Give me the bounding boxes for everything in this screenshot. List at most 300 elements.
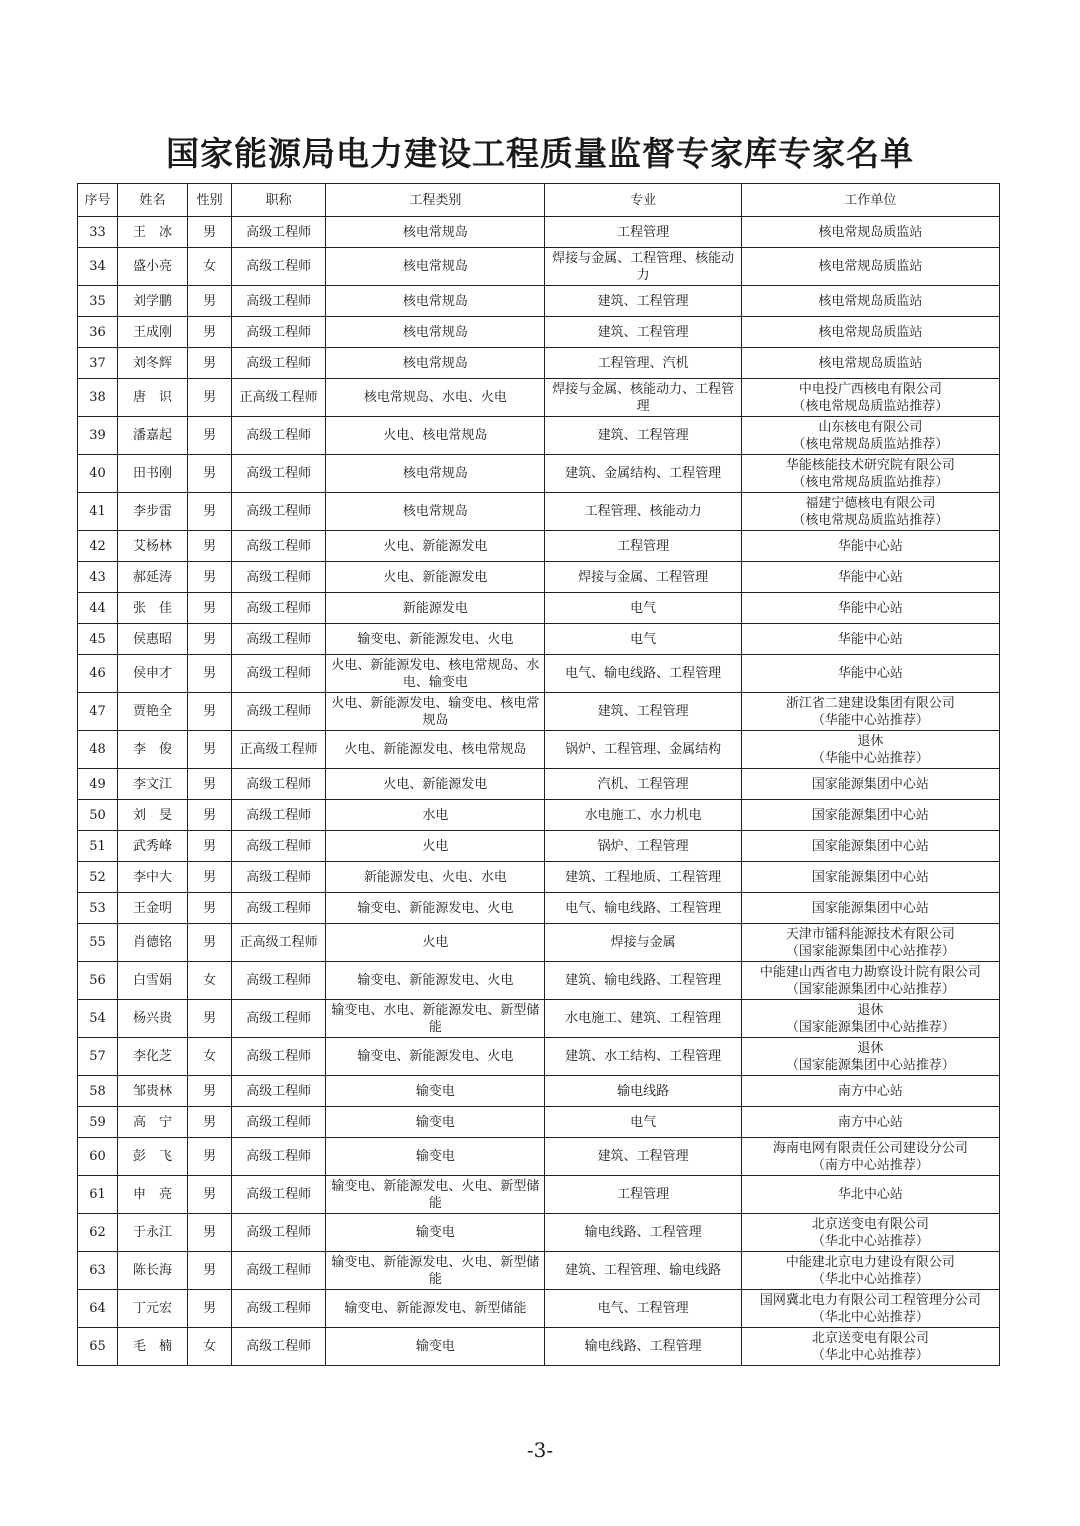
unit-line: 海南电网有限责任公司建设分公司 — [772, 1140, 968, 1156]
header-cell-category: 工程类别 — [326, 184, 545, 217]
header-cell-name: 姓名 — [118, 184, 188, 217]
cell-gender: 男 — [188, 493, 232, 531]
cell-unit — [741, 417, 999, 455]
cell-no: 52 — [78, 862, 118, 893]
header-cell-title: 职称 — [232, 184, 326, 217]
table-row — [78, 893, 1000, 924]
cell-name: 杨兴贵 — [118, 1000, 188, 1038]
header-cell-gender: 性别 — [188, 184, 232, 217]
table-row — [78, 1328, 1000, 1366]
cell-unit — [741, 217, 999, 248]
cell-no: 60 — [78, 1138, 118, 1176]
cell-title: 高级工程师 — [232, 962, 326, 1000]
cell-no: 61 — [78, 1176, 118, 1214]
cell-major: 输电线路、工程管理 — [545, 1214, 741, 1252]
table-row — [78, 286, 1000, 317]
cell-major: 输电线路、工程管理 — [545, 1328, 741, 1366]
cell-name: 盛小亮 — [118, 248, 188, 286]
cell-gender: 男 — [188, 693, 232, 731]
cell-major: 建筑、工程管理 — [545, 1138, 741, 1176]
cell-title: 高级工程师 — [232, 800, 326, 831]
cell-major: 建筑、工程地质、工程管理 — [545, 862, 741, 893]
cell-category: 火电、新能源发电、核电常规岛 — [326, 731, 545, 769]
cell-name: 艾杨林 — [118, 531, 188, 562]
cell-gender: 男 — [188, 1252, 232, 1290]
cell-gender: 男 — [188, 562, 232, 593]
unit-line: （国家能源集团中心站推荐） — [785, 981, 955, 997]
table-row — [78, 1290, 1000, 1328]
unit-line: （核电常规岛质监站推荐） — [792, 436, 949, 452]
unit-line: 国家能源集团中心站 — [811, 900, 929, 916]
table-row — [78, 962, 1000, 1000]
table-row — [78, 562, 1000, 593]
table-row — [78, 417, 1000, 455]
unit-line: 北京送变电有限公司 — [811, 1330, 929, 1346]
unit-line: 中电投广西核电有限公司 — [798, 381, 942, 397]
cell-no: 35 — [78, 286, 118, 317]
table-row — [78, 248, 1000, 286]
cell-name: 李化芝 — [118, 1038, 188, 1076]
cell-gender: 男 — [188, 800, 232, 831]
unit-line: 福建宁德核电有限公司 — [805, 495, 936, 511]
cell-name: 唐 识 — [118, 379, 188, 417]
cell-major: 建筑、水工结构、工程管理 — [545, 1038, 741, 1076]
table-row — [78, 1000, 1000, 1038]
cell-name: 彭 飞 — [118, 1138, 188, 1176]
unit-line: 华北中心站 — [837, 1187, 903, 1202]
cell-no: 43 — [78, 562, 118, 593]
cell-unit — [741, 655, 999, 693]
cell-no: 34 — [78, 248, 118, 286]
cell-category: 输变电、新能源发电、火电 — [326, 624, 545, 655]
cell-gender: 男 — [188, 655, 232, 693]
cell-unit — [741, 531, 999, 562]
cell-name: 陈长海 — [118, 1252, 188, 1290]
cell-unit — [741, 348, 999, 379]
cell-no: 54 — [78, 1000, 118, 1038]
table-row — [78, 593, 1000, 624]
cell-major: 电气 — [545, 624, 741, 655]
cell-category: 水电 — [326, 800, 545, 831]
cell-title: 高级工程师 — [232, 348, 326, 379]
cell-title: 高级工程师 — [232, 593, 326, 624]
table-row — [78, 1076, 1000, 1107]
unit-line: 华能核能技术研究院有限公司 — [785, 457, 955, 473]
cell-name: 李文江 — [118, 769, 188, 800]
cell-category: 输变电、新能源发电、新型储能 — [326, 1290, 545, 1328]
cell-title: 高级工程师 — [232, 455, 326, 493]
cell-unit — [741, 1328, 999, 1366]
table-header-row — [78, 184, 1000, 217]
cell-unit — [741, 1252, 999, 1290]
cell-no: 44 — [78, 593, 118, 624]
cell-gender: 男 — [188, 862, 232, 893]
cell-gender: 女 — [188, 962, 232, 1000]
cell-gender: 男 — [188, 417, 232, 455]
cell-no: 58 — [78, 1076, 118, 1107]
unit-line: 华能中心站 — [837, 666, 903, 681]
cell-unit — [741, 455, 999, 493]
cell-major: 汽机、工程管理 — [545, 769, 741, 800]
cell-gender: 男 — [188, 217, 232, 248]
cell-title: 高级工程师 — [232, 531, 326, 562]
cell-unit — [741, 493, 999, 531]
cell-no: 38 — [78, 379, 118, 417]
table-row — [78, 217, 1000, 248]
cell-no: 62 — [78, 1214, 118, 1252]
cell-major: 建筑、工程管理、输电线路 — [545, 1252, 741, 1290]
cell-no: 63 — [78, 1252, 118, 1290]
cell-gender: 女 — [188, 1038, 232, 1076]
cell-title: 高级工程师 — [232, 317, 326, 348]
cell-unit — [741, 248, 999, 286]
cell-major: 水电施工、建筑、工程管理 — [545, 1000, 741, 1038]
table-row — [78, 624, 1000, 655]
cell-no: 51 — [78, 831, 118, 862]
unit-line: 天津市镭科能源技术有限公司 — [785, 926, 955, 942]
cell-unit — [741, 1107, 999, 1138]
table-row — [78, 317, 1000, 348]
cell-no: 49 — [78, 769, 118, 800]
cell-category: 输变电、新能源发电、火电 — [326, 1038, 545, 1076]
cell-unit — [741, 831, 999, 862]
cell-name: 高 宁 — [118, 1107, 188, 1138]
cell-name: 侯惠昭 — [118, 624, 188, 655]
cell-title: 高级工程师 — [232, 493, 326, 531]
cell-major: 水电施工、水力机电 — [545, 800, 741, 831]
cell-no: 59 — [78, 1107, 118, 1138]
cell-gender: 男 — [188, 1076, 232, 1107]
unit-line: （国家能源集团中心站推荐） — [785, 1019, 955, 1035]
cell-major: 工程管理 — [545, 217, 741, 248]
cell-no: 36 — [78, 317, 118, 348]
cell-no: 37 — [78, 348, 118, 379]
unit-line: （核电常规岛质监站推荐） — [792, 474, 949, 490]
cell-gender: 男 — [188, 893, 232, 924]
unit-line: 华能中心站 — [837, 631, 903, 647]
cell-unit — [741, 893, 999, 924]
cell-category: 核电常规岛 — [326, 493, 545, 531]
cell-major: 工程管理 — [545, 1176, 741, 1214]
cell-name: 贾艳全 — [118, 693, 188, 731]
cell-no: 57 — [78, 1038, 118, 1076]
cell-no: 42 — [78, 531, 118, 562]
unit-line: 南方中心站 — [837, 1083, 903, 1099]
unit-line: 退休 — [857, 1002, 884, 1018]
unit-line: 国家能源集团中心站 — [811, 807, 929, 823]
cell-category: 输变电 — [326, 1107, 545, 1138]
cell-category: 核电常规岛 — [326, 348, 545, 379]
expert-table — [77, 183, 1000, 1366]
cell-major: 建筑、金属结构、工程管理 — [545, 455, 741, 493]
cell-major: 工程管理、汽机 — [545, 348, 741, 379]
table-row — [78, 1107, 1000, 1138]
cell-title: 高级工程师 — [232, 417, 326, 455]
cell-no: 65 — [78, 1328, 118, 1366]
cell-gender: 男 — [188, 624, 232, 655]
cell-unit — [741, 693, 999, 731]
cell-title: 高级工程师 — [232, 1038, 326, 1076]
cell-category: 输变电、水电、新能源发电、新型储能 — [326, 1000, 545, 1038]
cell-category: 火电、新能源发电 — [326, 531, 545, 562]
cell-category: 核电常规岛、水电、火电 — [326, 379, 545, 417]
table-row — [78, 693, 1000, 731]
unit-line: 中能建山西省电力勘察设计院有限公司 — [759, 964, 981, 980]
cell-name: 肖德铭 — [118, 924, 188, 962]
cell-title: 高级工程师 — [232, 286, 326, 317]
table-row — [78, 1176, 1000, 1214]
unit-line: 国网冀北电力有限公司工程管理分公司 — [759, 1292, 981, 1308]
cell-unit — [741, 1038, 999, 1076]
cell-title: 高级工程师 — [232, 1107, 326, 1138]
cell-unit — [741, 1000, 999, 1038]
cell-category: 新能源发电、火电、水电 — [326, 862, 545, 893]
cell-major: 建筑、工程管理 — [545, 317, 741, 348]
cell-category: 输变电 — [326, 1138, 545, 1176]
cell-major: 建筑、输电线路、工程管理 — [545, 962, 741, 1000]
cell-major: 电气、工程管理 — [545, 1290, 741, 1328]
table-row — [78, 1252, 1000, 1290]
table-row — [78, 1038, 1000, 1076]
cell-no: 48 — [78, 731, 118, 769]
cell-unit — [741, 731, 999, 769]
cell-no: 55 — [78, 924, 118, 962]
cell-category: 输变电、新能源发电、火电 — [326, 893, 545, 924]
table-row — [78, 831, 1000, 862]
unit-line: （核电常规岛质监站推荐） — [792, 398, 949, 414]
cell-major: 锅炉、工程管理 — [545, 831, 741, 862]
cell-title: 高级工程师 — [232, 217, 326, 248]
unit-line: 华能中心站 — [837, 600, 903, 616]
cell-unit — [741, 1176, 999, 1214]
cell-title: 正高级工程师 — [232, 379, 326, 417]
unit-line: （南方中心站推荐） — [811, 1157, 929, 1173]
cell-unit — [741, 924, 999, 962]
cell-gender: 男 — [188, 731, 232, 769]
cell-category: 火电、核电常规岛 — [326, 417, 545, 455]
cell-gender: 男 — [188, 531, 232, 562]
cell-title: 高级工程师 — [232, 1290, 326, 1328]
cell-major: 建筑、工程管理 — [545, 286, 741, 317]
cell-title: 高级工程师 — [232, 562, 326, 593]
table-row — [78, 1214, 1000, 1252]
cell-category: 核电常规岛 — [326, 217, 545, 248]
unit-line: 退休 — [857, 1040, 884, 1056]
cell-gender: 男 — [188, 379, 232, 417]
cell-name: 李步雷 — [118, 493, 188, 531]
cell-no: 50 — [78, 800, 118, 831]
cell-category: 火电、新能源发电、输变电、核电常规岛 — [326, 693, 545, 731]
cell-no: 56 — [78, 962, 118, 1000]
cell-name: 王成刚 — [118, 317, 188, 348]
unit-line: （国家能源集团中心站推荐） — [785, 943, 955, 959]
unit-line: 核电常规岛质监站 — [818, 355, 923, 371]
cell-title: 高级工程师 — [232, 1252, 326, 1290]
table-row — [78, 531, 1000, 562]
cell-name: 李中大 — [118, 862, 188, 893]
cell-no: 45 — [78, 624, 118, 655]
cell-no: 40 — [78, 455, 118, 493]
cell-unit — [741, 1076, 999, 1107]
cell-unit — [741, 862, 999, 893]
page-number: -3- — [526, 1438, 554, 1462]
cell-title: 高级工程师 — [232, 1176, 326, 1214]
unit-line: 核电常规岛质监站 — [818, 259, 923, 274]
cell-category: 火电、新能源发电 — [326, 562, 545, 593]
table-body — [78, 217, 1000, 1366]
cell-title: 高级工程师 — [232, 1076, 326, 1107]
cell-title: 高级工程师 — [232, 769, 326, 800]
cell-gender: 男 — [188, 1000, 232, 1038]
unit-line: 华能中心站 — [837, 538, 903, 554]
cell-unit — [741, 562, 999, 593]
table-row — [78, 493, 1000, 531]
cell-name: 王金明 — [118, 893, 188, 924]
cell-major: 电气 — [545, 593, 741, 624]
unit-line: 核电常规岛质监站 — [818, 224, 923, 240]
unit-line: （华能中心站推荐） — [811, 712, 929, 728]
cell-category: 输变电 — [326, 1214, 545, 1252]
cell-name: 武秀峰 — [118, 831, 188, 862]
cell-major: 焊接与金属、工程管理 — [545, 562, 741, 593]
cell-category: 核电常规岛 — [326, 317, 545, 348]
cell-gender: 男 — [188, 1107, 232, 1138]
cell-name: 刘学鹏 — [118, 286, 188, 317]
cell-title: 高级工程师 — [232, 893, 326, 924]
unit-line: （华北中心站推荐） — [811, 1233, 929, 1249]
cell-name: 于永江 — [118, 1214, 188, 1252]
cell-category: 新能源发电 — [326, 593, 545, 624]
cell-category: 火电 — [326, 924, 545, 962]
cell-name: 毛 楠 — [118, 1328, 188, 1366]
cell-no: 46 — [78, 655, 118, 693]
cell-major: 工程管理 — [545, 531, 741, 562]
unit-line: 华能中心站 — [837, 569, 903, 585]
cell-name: 丁元宏 — [118, 1290, 188, 1328]
cell-unit — [741, 1138, 999, 1176]
cell-gender: 女 — [188, 1328, 232, 1366]
cell-title: 正高级工程师 — [232, 924, 326, 962]
header-cell-no: 序号 — [78, 184, 118, 217]
cell-gender: 男 — [188, 1138, 232, 1176]
cell-major: 焊接与金属、核能动力、工程管理 — [545, 379, 741, 417]
unit-line: （华能中心站推荐） — [811, 750, 929, 766]
cell-gender: 女 — [188, 248, 232, 286]
document-title: 国家能源局电力建设工程质量监督专家库专家名单 — [166, 134, 914, 173]
unit-line: 北京送变电有限公司 — [811, 1216, 929, 1232]
cell-category: 火电、新能源发电 — [326, 769, 545, 800]
unit-line: 中能建北京电力建设有限公司 — [785, 1254, 955, 1270]
cell-no: 64 — [78, 1290, 118, 1328]
cell-no: 39 — [78, 417, 118, 455]
cell-gender: 男 — [188, 831, 232, 862]
cell-category: 核电常规岛 — [326, 286, 545, 317]
cell-gender: 男 — [188, 1290, 232, 1328]
table-row — [78, 1138, 1000, 1176]
cell-name: 白雪娟 — [118, 962, 188, 1000]
cell-category: 输变电 — [326, 1328, 545, 1366]
unit-line: （核电常规岛质监站推荐） — [792, 512, 949, 528]
table-row — [78, 348, 1000, 379]
cell-gender: 男 — [188, 317, 232, 348]
cell-unit — [741, 962, 999, 1000]
cell-name: 李 俊 — [118, 731, 188, 769]
cell-category: 输变电、新能源发电、火电、新型储能 — [326, 1252, 545, 1290]
unit-line: 退休 — [857, 733, 884, 749]
cell-unit — [741, 1290, 999, 1328]
table-row — [78, 379, 1000, 417]
unit-line: 国家能源集团中心站 — [811, 869, 929, 885]
cell-title: 高级工程师 — [232, 1138, 326, 1176]
cell-title: 高级工程师 — [232, 624, 326, 655]
cell-major: 工程管理、核能动力 — [545, 493, 741, 531]
unit-line: （华北中心站推荐） — [811, 1347, 929, 1363]
cell-gender: 男 — [188, 348, 232, 379]
cell-title: 正高级工程师 — [232, 731, 326, 769]
cell-major: 建筑、工程管理 — [545, 417, 741, 455]
cell-title: 高级工程师 — [232, 248, 326, 286]
cell-name: 郝延涛 — [118, 562, 188, 593]
cell-name: 潘嘉起 — [118, 417, 188, 455]
unit-line: （国家能源集团中心站推荐） — [785, 1057, 955, 1073]
cell-title: 高级工程师 — [232, 655, 326, 693]
cell-title: 高级工程师 — [232, 693, 326, 731]
cell-unit — [741, 800, 999, 831]
cell-category: 火电、新能源发电、核电常规岛、水电、输变电 — [326, 655, 545, 693]
unit-line: 南方中心站 — [837, 1114, 903, 1130]
cell-gender: 男 — [188, 1214, 232, 1252]
cell-name: 邹贵林 — [118, 1076, 188, 1107]
cell-title: 高级工程师 — [232, 1000, 326, 1038]
cell-name: 申 亮 — [118, 1176, 188, 1214]
cell-no: 41 — [78, 493, 118, 531]
cell-gender: 男 — [188, 769, 232, 800]
cell-gender: 男 — [188, 1176, 232, 1214]
table-row — [78, 455, 1000, 493]
cell-title: 高级工程师 — [232, 862, 326, 893]
cell-no: 47 — [78, 693, 118, 731]
cell-major: 输电线路 — [545, 1076, 741, 1107]
cell-gender: 男 — [188, 455, 232, 493]
header-cell-unit: 工作单位 — [741, 184, 999, 217]
cell-no: 33 — [78, 217, 118, 248]
cell-unit — [741, 769, 999, 800]
unit-line: 国家能源集团中心站 — [811, 776, 929, 792]
unit-line: （华北中心站推荐） — [811, 1271, 929, 1287]
unit-line: 浙江省二建建设集团有限公司 — [785, 695, 955, 711]
cell-major: 焊接与金属 — [545, 924, 741, 962]
unit-line: 国家能源集团中心站 — [811, 838, 929, 854]
cell-major: 电气、输电线路、工程管理 — [545, 655, 741, 693]
cell-category: 核电常规岛 — [326, 455, 545, 493]
cell-major: 焊接与金属、工程管理、核能动力 — [545, 248, 741, 286]
unit-line: （华北中心站推荐） — [811, 1309, 929, 1325]
header-cell-major: 专业 — [545, 184, 741, 217]
cell-major: 电气 — [545, 1107, 741, 1138]
cell-title: 高级工程师 — [232, 831, 326, 862]
cell-major: 建筑、工程管理 — [545, 693, 741, 731]
table-row — [78, 924, 1000, 962]
cell-name: 刘冬辉 — [118, 348, 188, 379]
cell-major: 电气、输电线路、工程管理 — [545, 893, 741, 924]
cell-category: 输变电 — [326, 1076, 545, 1107]
table-row — [78, 862, 1000, 893]
cell-unit — [741, 286, 999, 317]
table-row — [78, 731, 1000, 769]
cell-no: 53 — [78, 893, 118, 924]
cell-unit — [741, 317, 999, 348]
cell-category: 火电 — [326, 831, 545, 862]
